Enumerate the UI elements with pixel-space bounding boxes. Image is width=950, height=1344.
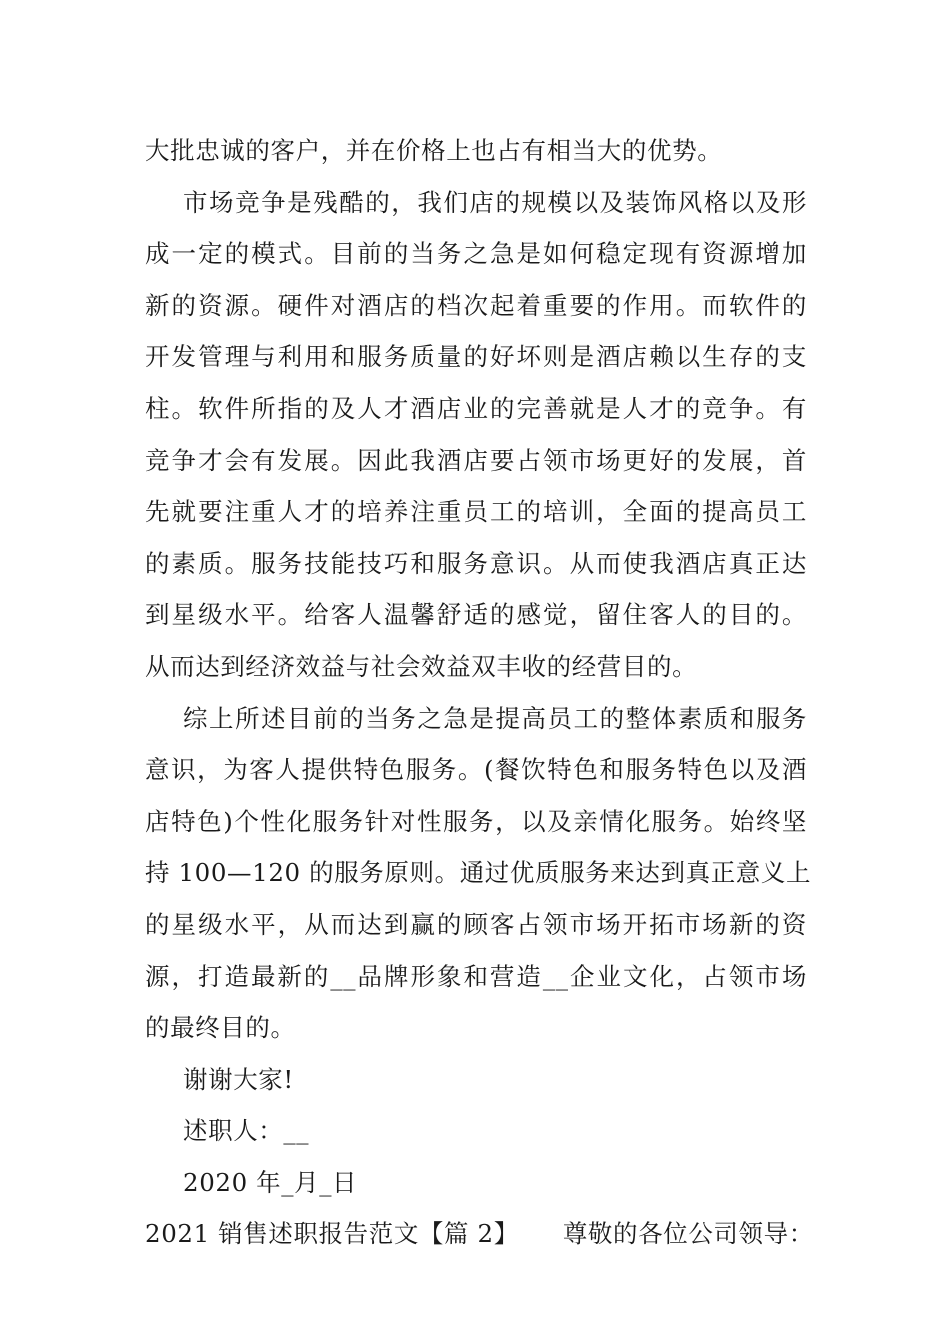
text-line: 的最终目的。 (145, 1013, 296, 1043)
text-line: 店特色)个性化服务针对性服务，以及亲情化服务。始终坚 (145, 806, 807, 836)
closing-block (145, 1054, 807, 1209)
text-line: 源，打造最新的__品牌形象和营造__企业文化，占领市场 (145, 961, 807, 991)
text-line: 新的资源。硬件对酒店的档次起着重要的作用。而软件的 (145, 290, 807, 320)
paragraph-0 (145, 125, 807, 177)
paragraph-1 (145, 177, 807, 693)
text-line: 成一定的模式。目前的当务之急是如何稳定现有资源增加 (145, 239, 807, 269)
text-line: 的星级水平，从而达到赢的顾客占领市场开拓市场新的资 (145, 909, 807, 939)
text-line: 从而达到经济效益与社会效益双丰收的经营目的。 (145, 651, 698, 681)
paragraph-2 (145, 693, 812, 1054)
section-title: 2021 销售述职报告范文【篇 2】 (145, 1219, 519, 1249)
text-line: 市场竞争是残酷的，我们店的规模以及装饰风格以及形 (183, 187, 807, 217)
section-greeting: 尊敬的各位公司领导： (562, 1219, 814, 1249)
text-line: 到星级水平。给客人温馨舒适的感觉，留住客人的目的。 (145, 600, 807, 630)
text-line: 柱。软件所指的及人才酒店业的完善就是人才的竞争。有 (145, 393, 807, 423)
text-line: 的素质。服务技能技巧和服务意识。从而使我酒店真正达 (145, 548, 807, 578)
text-line: 大批忠诚的客户，并在价格上也占有相当大的优势。 (145, 136, 723, 165)
closing-signature: 述职人：__ (183, 1116, 310, 1146)
text-line: 综上所述目前的当务之急是提高员工的整体素质和服务 (183, 703, 807, 733)
closing-thanks: 谢谢大家! (183, 1064, 294, 1094)
closing-date: 2020 年_月_日 (183, 1167, 358, 1197)
text-line: 竞争才会有发展。因此我酒店要占领市场更好的发展，首 (145, 445, 807, 475)
text-line: 开发管理与利用和服务质量的好坏则是酒店赖以生存的支 (145, 342, 807, 372)
text-line: 持 100—120 的服务原则。通过优质服务来达到真正意义上 (145, 858, 812, 888)
text-line: 先就要注重人才的培养注重员工的培训，全面的提高员工 (145, 497, 807, 527)
next-section-line (145, 1208, 814, 1260)
text-line: 意识，为客人提供特色服务。(餐饮特色和服务特色以及酒 (145, 755, 807, 785)
document-page (145, 125, 814, 1260)
